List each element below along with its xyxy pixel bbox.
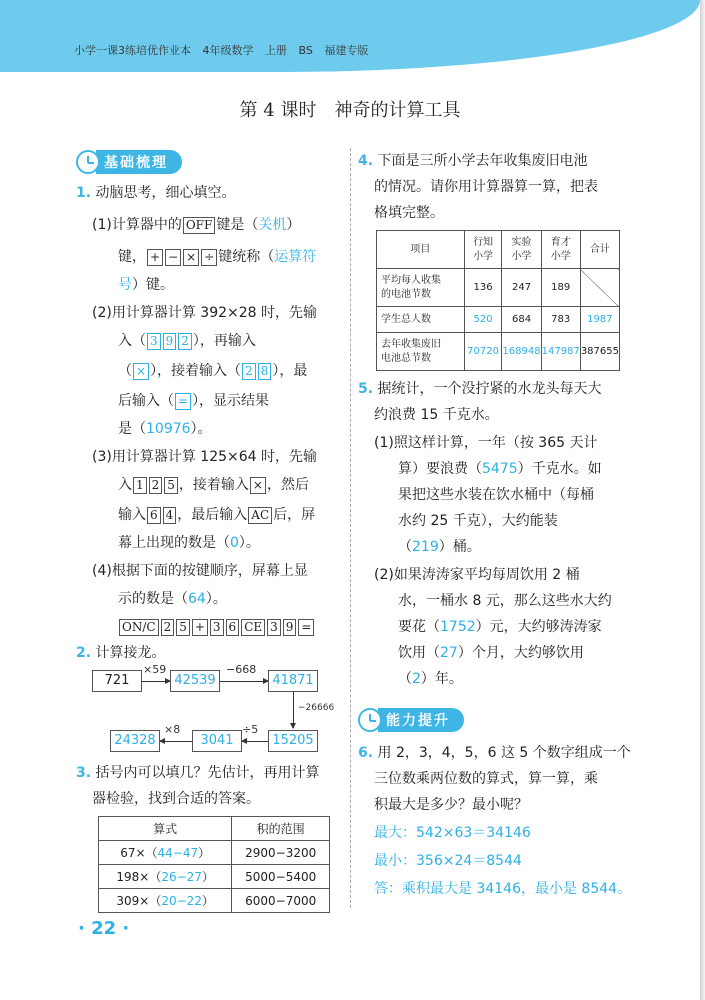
key-3: 3 (147, 333, 161, 350)
formula-post: ） (201, 870, 214, 884)
chain-op-5: ×8 (164, 723, 181, 736)
chain-op-3: −26666 (298, 703, 335, 713)
header-school2-b: 小学 (511, 250, 532, 262)
q1-p1-d: 键， (118, 249, 146, 265)
row-label-avg-a: 平均每人收集 (381, 274, 441, 286)
q5-p1-answer2: 219 (412, 539, 439, 555)
q3-stem-2: 器检验，找到合适的答案。 (92, 791, 260, 807)
q1-p3-h: 幕上出现的数是（ (118, 535, 230, 551)
q1-p2-j: ）。 (190, 421, 212, 437)
key-2b: 2 (242, 363, 256, 380)
key-seq-3b: 3 (267, 619, 281, 636)
q5-p1e-post: ）桶。 (438, 539, 481, 555)
q1-p2-f: ），最 (272, 363, 308, 379)
section-basic (76, 150, 182, 174)
times-key: × (183, 249, 199, 266)
q4-line2: 的情况。请你用计算器算一算，把表 (374, 179, 598, 195)
section-basic-label: 基础梳理 (96, 150, 182, 174)
plus-key: + (147, 249, 163, 266)
q5-p2-line4 (398, 644, 584, 662)
q4-number: 4. (358, 153, 374, 169)
table-row (377, 307, 620, 333)
battery-school2: 168948 (502, 333, 541, 371)
avg-school1: 136 (464, 269, 502, 307)
key-seq-plus: + (192, 619, 208, 636)
q1-p3-line4 (118, 534, 260, 552)
key-seq-3: 3 (210, 619, 224, 636)
key-9: 9 (163, 333, 177, 350)
q5-p2c-post: ）元，大约够涛涛家 (475, 619, 602, 635)
q1-p4-keys (118, 618, 315, 636)
range-cell: 5000−5400 (232, 865, 330, 889)
page-edge (700, 0, 705, 1000)
chain-op-2: −668 (226, 663, 257, 676)
key-times: × (133, 363, 149, 380)
q1-p4-line2 (118, 590, 227, 608)
q5-p2-line1: (2)如果涛涛家平均每周饮用 2 桶 (374, 567, 580, 583)
table-row (99, 817, 330, 841)
q5-p2-line2: 水，一桶水 8 元，那么这些水大约 (398, 593, 612, 609)
chain-arrow-2 (220, 681, 268, 682)
minus-key: − (165, 249, 181, 266)
chain-value-1: 42539 (170, 670, 220, 692)
q2-number: 2. (76, 645, 92, 661)
header-school2-a: 实验 (511, 236, 532, 248)
volume: 上册 (265, 44, 287, 57)
column-divider (350, 148, 351, 908)
formula-answer: 20−22 (161, 894, 202, 908)
chain-op-4: ÷5 (242, 723, 259, 736)
q1-p2-c: ），再输入 (192, 333, 256, 349)
q5-p2e-post: ）年。 (420, 671, 463, 687)
formula-answer: 26−27 (161, 870, 202, 884)
q5-p2e-pre: （ (398, 671, 412, 687)
key-4: 4 (163, 507, 177, 524)
row-label-students: 学生总人数 (377, 307, 465, 333)
q1-stem-text: 动脑思考，细心填空。 (95, 185, 236, 201)
q3-stem-1 (76, 764, 320, 782)
q3-table (98, 816, 330, 913)
q5-p1-line1: (1)照这样计算，一年（按 365 天计 (374, 435, 598, 451)
header-formula: 算式 (99, 817, 232, 841)
q6-line1 (358, 744, 631, 762)
q6-line2: 三位数乘两位数的算式，算一算，乘 (374, 771, 598, 787)
chain-arrow-3 (293, 692, 294, 728)
key-1: 1 (133, 477, 147, 494)
q1-p3-i: ）。 (238, 535, 260, 551)
section-advanced-label: 能力提升 (378, 708, 464, 732)
q1-p1-c: ） (286, 217, 301, 233)
q5-p2d-post: ）个月，大约够饮用 (457, 645, 584, 661)
q1-p2-line2 (118, 332, 256, 350)
region: 福建专版 (324, 44, 369, 57)
header-school2 (502, 231, 541, 269)
header-range: 积的范围 (232, 817, 330, 841)
chain-op-1: ×59 (143, 663, 167, 676)
q1-p2-line5 (118, 420, 212, 438)
key-seq-equals: = (298, 619, 314, 636)
q1-p2-d: （ (118, 363, 132, 379)
key-seq-6: 6 (226, 619, 240, 636)
q1-p3-g: 后，屏 (273, 507, 316, 523)
off-key: OFF (183, 217, 216, 234)
row-label-avg (377, 269, 465, 307)
formula-pre: 198×（ (116, 870, 162, 884)
divide-key: ÷ (201, 249, 217, 266)
grade-subject: 4年级数学 (202, 44, 254, 57)
q1-stem (76, 184, 236, 202)
q1-p3-f: ，最后输入 (177, 507, 248, 523)
q1-p2-h: ），显示结果 (192, 393, 270, 409)
page-number: · 22 · (78, 918, 130, 939)
section-advanced (358, 708, 464, 732)
battery-school1: 70720 (464, 333, 502, 371)
key-2: 2 (178, 333, 192, 350)
q1-p2-line1: (2)用计算器计算 392×28 时，先输 (92, 305, 317, 321)
q1-p3-line1: (3)用计算器计算 125×64 时，先输 (92, 449, 317, 465)
formula-cell (99, 841, 232, 865)
q2-stem (76, 644, 166, 662)
q5-p1b-pre: 算）要浪费（ (398, 461, 482, 477)
row-label-battery-a: 去年收集废旧 (381, 338, 441, 350)
header-item: 项目 (377, 231, 465, 269)
q5-p1-line3: 果把这些水装在饮水桶中（每桶 (398, 487, 594, 503)
table-row (99, 865, 330, 889)
table-row (377, 333, 620, 371)
q6-answer-max: 最大：542×63＝34146 (374, 825, 531, 841)
students-total: 1987 (580, 307, 619, 333)
q5-p1-answer1: 5475 (482, 461, 518, 477)
q6-line3: 积最大是多少？最小呢？ (374, 797, 528, 813)
q5-p2-line3 (398, 618, 602, 636)
q5-p2d-pre: 饮用（ (398, 645, 440, 661)
q1-p1-f: ）键。 (132, 277, 174, 293)
formula-post: ） (198, 846, 211, 860)
q1-p1-answer1: 关机 (258, 217, 287, 233)
chain-value-4: 3041 (192, 730, 242, 752)
q1-p1-a: (1)计算器中的 (92, 217, 182, 233)
table-row (99, 841, 330, 865)
q6-number: 6. (358, 745, 374, 761)
key-5: 5 (164, 477, 178, 494)
range-cell: 2900−3200 (232, 841, 330, 865)
formula-cell (99, 865, 232, 889)
chain-value-3: 15205 (268, 730, 318, 752)
q5-p2-answer1: 1752 (440, 619, 476, 635)
q1-p4-answer: 64 (188, 591, 206, 607)
q1-p3-line2 (118, 476, 309, 494)
header-school3 (541, 231, 580, 269)
key-seq-ce: CE (241, 619, 265, 636)
q5-line2: 约浪费 15 千克水。 (374, 407, 499, 423)
battery-school3: 147987 (541, 333, 580, 371)
q1-p2-i: 是（ (118, 421, 146, 437)
q3-number: 3. (76, 765, 92, 781)
q1-p3-d: ，然后 (266, 477, 309, 493)
header-school3-a: 育才 (550, 236, 571, 248)
chain-value-2: 41871 (268, 670, 318, 692)
students-school1: 520 (464, 307, 502, 333)
table-row (377, 231, 620, 269)
key-2c: 2 (149, 477, 163, 494)
q5-p2c-pre: 要花（ (398, 619, 440, 635)
table-row (377, 269, 620, 307)
q1-p4-c: ）。 (205, 591, 227, 607)
q5-p1b-post: ）千克水。如 (517, 461, 602, 477)
page-header (0, 0, 700, 72)
q3-stem-text-1: 括号内可以填几？先估计，再用计算 (95, 765, 320, 781)
edition: BS (298, 44, 313, 57)
row-label-battery-b: 电池总节数 (381, 352, 431, 364)
q1-p4-b: 示的数是（ (118, 591, 188, 607)
formula-post: ） (201, 894, 214, 908)
header-total: 合计 (580, 231, 619, 269)
q6-answer-conclusion: 答：乘积最大是 34146，最小是 8544。 (374, 881, 632, 897)
key-8: 8 (258, 363, 272, 380)
header-school1 (464, 231, 502, 269)
q5-p2-line5 (398, 670, 463, 688)
q1-p1-line1 (92, 216, 300, 234)
chain-arrow-1 (142, 681, 170, 682)
clock-icon (358, 708, 382, 732)
q1-number: 1. (76, 185, 92, 201)
students-school2: 684 (502, 307, 541, 333)
battery-total: 387655 (580, 333, 619, 371)
q6-text-1: 用 2，3，4，5，6 这 5 个数字组成一个 (377, 745, 631, 761)
q1-p1-e: 键统称（ (218, 249, 275, 265)
chain-arrow-4 (242, 741, 268, 742)
q4-table (376, 230, 620, 371)
q1-p2-answer: 10976 (146, 421, 191, 437)
q1-p3-answer: 0 (230, 535, 239, 551)
key-seq-9: 9 (283, 619, 297, 636)
q1-p1-line2 (118, 248, 316, 266)
avg-school2: 247 (502, 269, 541, 307)
table-row (99, 889, 330, 913)
formula-cell (99, 889, 232, 913)
q4-line1 (358, 152, 588, 170)
q1-p2-e: ），接着输入（ (150, 363, 242, 379)
q1-p2-line3 (118, 362, 307, 380)
key-ac: AC (248, 507, 272, 524)
row-label-battery-total (377, 333, 465, 371)
avg-school3: 189 (541, 269, 580, 307)
q5-line1 (358, 380, 602, 398)
formula-pre: 67×（ (120, 846, 158, 860)
clock-icon (76, 150, 100, 174)
students-school3: 783 (541, 307, 580, 333)
chain-arrow-5 (160, 741, 192, 742)
q1-p1-line3 (118, 276, 174, 294)
q4-text-1: 下面是三所小学去年收集废旧电池 (377, 153, 588, 169)
q1-p2-line4 (118, 392, 269, 410)
key-seq-5: 5 (176, 619, 190, 636)
q2-stem-text: 计算接龙。 (95, 645, 166, 661)
q1-p2-g: 后输入（ (118, 393, 174, 409)
q5-p2-answer3: 2 (412, 671, 421, 687)
q5-p1-line5 (398, 538, 481, 556)
q1-p3-c: ，接着输入 (178, 477, 249, 493)
formula-pre: 309×（ (116, 894, 162, 908)
header-school3-b: 小学 (550, 250, 571, 262)
header-school1-b: 小学 (473, 250, 494, 262)
q1-p1-answer2b: 号 (118, 277, 132, 293)
q1-p3-e: 输入 (118, 507, 146, 523)
q6-answer-min: 最小：356×24＝8544 (374, 853, 522, 869)
q5-text-1: 据统计，一个没拧紧的水龙头每天大 (377, 381, 602, 397)
q5-p1-line4: 水约 25 千克），大约能装 (398, 513, 558, 529)
range-cell: 6000−7000 (232, 889, 330, 913)
key-times-b: × (250, 477, 266, 494)
diagonal-cell (580, 269, 619, 307)
header-school1-a: 行知 (473, 236, 494, 248)
chain-value-5: 24328 (110, 730, 160, 752)
q5-p1e-pre: （ (398, 539, 412, 555)
q5-p2-answer2: 27 (440, 645, 458, 661)
row-label-avg-b: 的电池节数 (381, 288, 431, 300)
key-equals: = (175, 393, 191, 410)
q5-number: 5. (358, 381, 374, 397)
q1-p4-line1: (4)根据下面的按键顺序，屏幕上显 (92, 563, 308, 579)
book-title: 小学一课3练培优作业本 (74, 44, 191, 57)
lesson-title: 第 4 课时 神奇的计算工具 (239, 100, 461, 121)
q1-p1-b: 键是（ (216, 217, 259, 233)
q1-p2-b: 入（ (118, 333, 146, 349)
q1-p1-answer2a: 运算符 (274, 249, 317, 265)
q1-p3-line3 (118, 506, 315, 524)
chain-start: 721 (92, 670, 142, 692)
q1-p3-b: 入 (118, 477, 132, 493)
q5-p1-line2 (398, 460, 602, 478)
key-6: 6 (147, 507, 161, 524)
key-seq-2: 2 (161, 619, 175, 636)
key-onc: ON/C (119, 619, 159, 636)
header-text (74, 42, 376, 58)
formula-answer: 44−47 (157, 846, 199, 860)
q4-line3: 格填完整。 (374, 205, 444, 221)
